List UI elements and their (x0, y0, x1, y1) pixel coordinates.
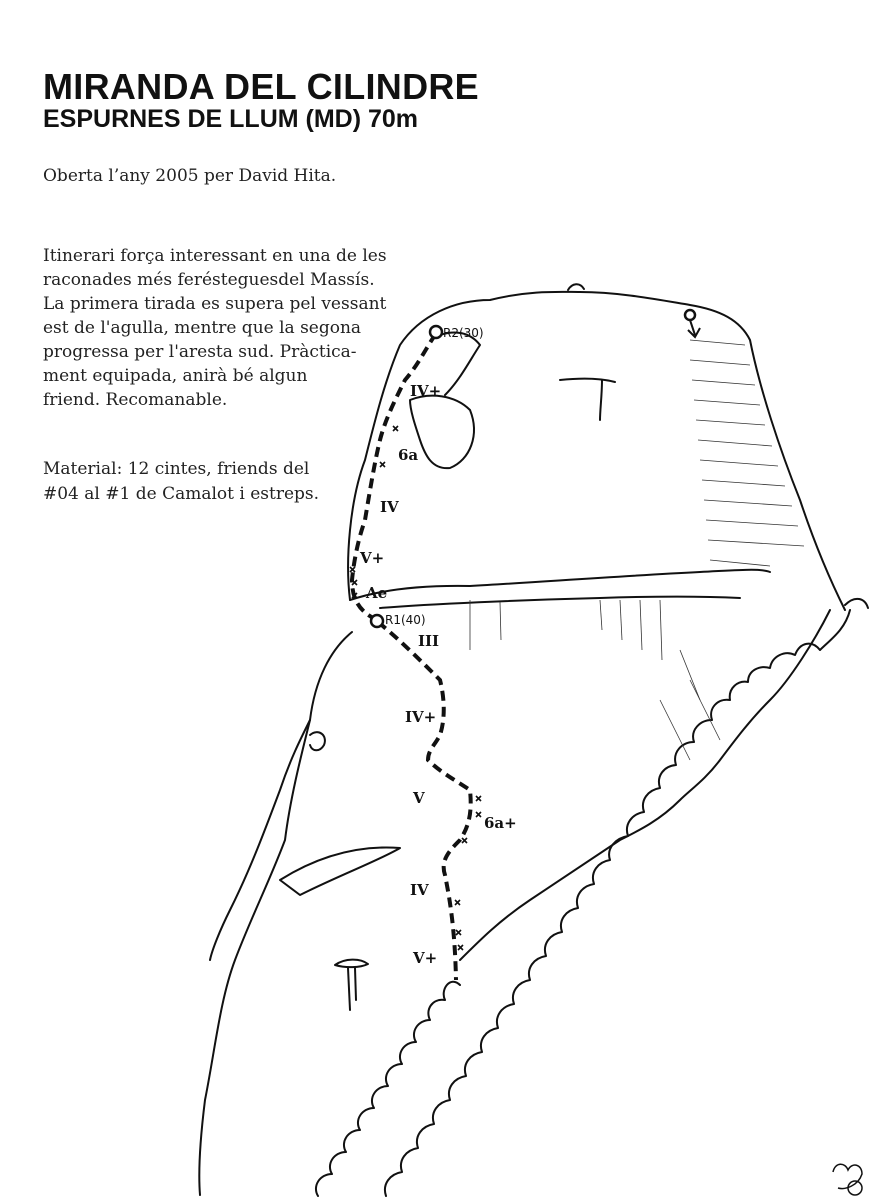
description-line: Itinerari força interessant en una de les (43, 246, 387, 266)
material-line: Material: 12 cintes, friends del (43, 459, 310, 479)
belay-r2-label: R2(30) (443, 326, 484, 340)
pitch1-grade-6: V+ (413, 949, 438, 967)
pitch1-grade-5: IV (410, 881, 429, 899)
pitch1-grade-3: V (413, 789, 425, 807)
description-line: ment equipada, anirà bé algun (43, 366, 308, 386)
route-subtitle: ESPURNES DE LLUM (MD) 70m (43, 105, 419, 133)
lobe-knob (310, 732, 325, 750)
summit-flake (410, 396, 474, 468)
pitch2-grade-5: Ae (366, 584, 388, 602)
belay-r1-label: R1(40) (385, 613, 426, 627)
description-line: friend. Recomanable. (43, 390, 228, 410)
base-scallops (316, 982, 460, 1196)
scalloped-ridge (385, 599, 868, 1196)
summit-crack (440, 332, 480, 395)
overhang-ledge-lower (380, 597, 740, 609)
summit-crest (568, 284, 584, 290)
summit-crack-horizontal (560, 379, 615, 382)
lower-massif-left-edge (199, 632, 352, 1195)
rappel-anchor-marker (685, 310, 695, 320)
right-face-edge (460, 610, 830, 960)
bolt-markers (350, 426, 481, 950)
description-line: La primera tirada es supera pel vessant (43, 294, 387, 314)
overhang-ledge (350, 570, 770, 600)
pitch1-grade-4: 6a+ (484, 814, 517, 832)
summit-crack-vertical (600, 380, 602, 420)
description-line: raconades més ferésteguesdel Massís. (43, 270, 375, 290)
route-pitch2-line (352, 335, 435, 620)
left-lobe (210, 720, 310, 960)
page-title: MIRANDA DEL CILINDRE (43, 66, 479, 107)
summit-block-outline (348, 292, 845, 610)
belay-r1-marker (371, 615, 383, 627)
belay-r2-marker (430, 326, 442, 338)
pitch2-grade-3: IV (380, 498, 399, 516)
drip-lines (348, 968, 356, 1010)
artist-logo (833, 1164, 862, 1195)
pitch2-grade-1: IV+ (410, 382, 442, 400)
description-line: est de l'agulla, mentre que la segona (43, 318, 362, 338)
lower-flake (280, 847, 400, 895)
material-line: #04 al #1 de Camalot i estreps. (43, 484, 320, 504)
face-hatching (470, 340, 804, 760)
description-line: progressa per l'aresta sud. Pràctica- (43, 342, 357, 362)
pitch1-grade-1: III (418, 632, 440, 650)
drip-feature (335, 960, 368, 968)
pitch2-grade-4: V+ (360, 549, 385, 567)
rappel-arrow (688, 320, 700, 337)
route-opened-text: Oberta l’any 2005 per David Hita. (43, 166, 337, 186)
pitch1-grade-2: IV+ (405, 708, 437, 726)
pitch2-grade-2: 6a (398, 446, 419, 464)
